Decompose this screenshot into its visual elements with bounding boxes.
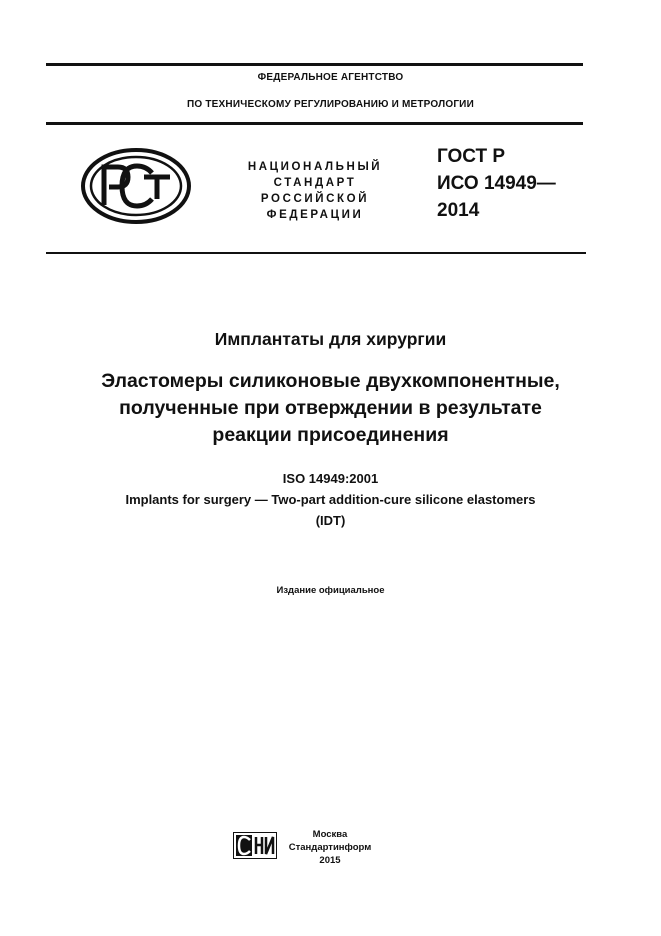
- iso-idt: (IDT): [315, 513, 346, 528]
- publisher-city: Москва: [312, 829, 348, 840]
- agency-line-2: ПО ТЕХНИЧЕСКОМУ РЕГУЛИРОВАНИЮ И МЕТРОЛОГИИ: [187, 99, 474, 110]
- document-title: Имплантаты для хирургии: [214, 329, 447, 349]
- standard-type-line-4: ФЕДЕРАЦИИ: [266, 209, 364, 221]
- subtitle-line-2: полученные при отверждении в результате: [119, 397, 542, 419]
- designation-line-1: ГОСТ Р: [437, 146, 506, 167]
- designation-line-3: 2014: [437, 200, 480, 221]
- document-subtitle: [0, 368, 661, 449]
- agency-line-1: ФЕДЕРАЛЬНОЕ АГЕНТСТВО: [257, 72, 404, 83]
- iso-english-title: Implants for surgery — Two-part addition-cure silicone elastomers: [125, 492, 536, 507]
- subtitle-line-3: реакции присоединения: [212, 424, 449, 446]
- standard-type-line-2: СТАНДАРТ: [273, 177, 357, 189]
- edition-label: Издание официальное: [276, 585, 385, 596]
- publisher-block: [280, 828, 380, 867]
- iso-reference: [0, 468, 661, 531]
- standard-type-line-1: НАЦИОНАЛЬНЫЙ: [247, 161, 383, 173]
- standartinform-logo-icon: [233, 832, 277, 859]
- gost-r-logo-icon: [80, 147, 192, 225]
- designation-line-2: ИСО 14949—: [437, 173, 556, 194]
- publication-year: 2015: [319, 855, 341, 866]
- standard-designation: [437, 143, 556, 224]
- iso-number: ISO 14949:2001: [282, 471, 379, 486]
- mid-rule: [46, 252, 586, 254]
- standard-type-line-3: РОССИЙСКОЙ: [260, 193, 370, 205]
- publisher-name: Стандартинформ: [288, 842, 372, 853]
- top-rule: [46, 63, 583, 66]
- subtitle-line-1: Эластомеры силиконовые двухкомпонентные,: [101, 370, 560, 392]
- header-rule: [46, 122, 583, 125]
